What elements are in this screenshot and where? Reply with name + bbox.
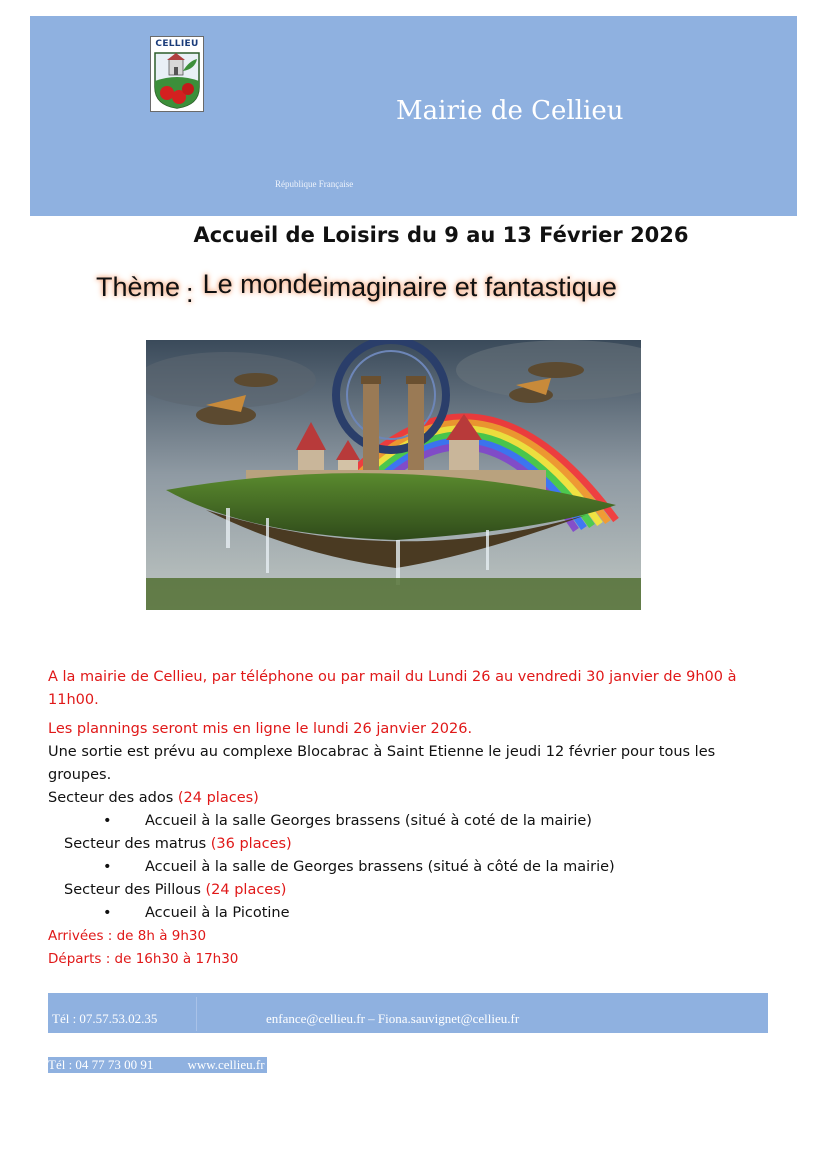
theme-part2: imaginaire et fantastique: [322, 272, 617, 302]
theme-label: Thème: [96, 272, 181, 302]
fantasy-castle-image: [146, 340, 641, 610]
bullet-icon: •: [103, 905, 112, 921]
plannings-text: Les plannings seront mis en ligne le lundi 26 janvier 2026.: [48, 721, 473, 737]
inscription-text: A la mairie de Cellieu, par téléphone ou par mail du Lundi 26 au vendredi 30 janvier de 9h00 à 11h00.: [48, 669, 737, 708]
theme-part1: Le monde: [202, 269, 323, 299]
ados-label: Secteur des ados: [48, 790, 178, 806]
matrus-accueil: Accueil à la salle de Georges brassens (situé à côté de la mairie): [145, 859, 615, 875]
email-addresses: enfance@cellieu.fr – Fiona.sauvignet@cellieu.fr: [266, 1011, 520, 1026]
header-banner: [30, 16, 797, 216]
phone-mobile: Tél : 07.57.53.02.35: [52, 1011, 158, 1026]
ados-accueil-item: [48, 810, 778, 833]
republique-francaise: République Française: [275, 179, 354, 189]
ados-accueil: Accueil à la salle Georges brassens (situé à coté de la mairie): [145, 813, 592, 829]
mairie-title: Mairie de Cellieu: [396, 96, 624, 126]
page-title-text: Accueil de Loisirs du 9 au 13 Février 2026: [193, 223, 689, 247]
pillous-accueil: Accueil à la Picotine: [145, 905, 290, 921]
sector-pillous: [64, 879, 778, 902]
logo-text: CELLIEU: [155, 39, 199, 49]
pillous-places: (24 places): [205, 882, 287, 898]
sector-matrus: [64, 833, 778, 856]
bullet-icon: •: [103, 813, 112, 829]
pillous-accueil-item: [48, 902, 778, 925]
matrus-places: (36 places): [210, 836, 292, 852]
ados-places: (24 places): [177, 790, 259, 806]
contact-footer-secondary: [48, 1057, 267, 1073]
theme-heading: [96, 269, 617, 308]
sortie-text: Une sortie est prévu au complexe Blocabrac à Saint Etienne le jeudi 12 février pour tous les groupes.: [48, 744, 716, 783]
sector-ados: [48, 787, 778, 810]
matrus-accueil-item: [48, 856, 778, 879]
pillous-label: Secteur des Pillous: [64, 882, 206, 898]
info-section: [48, 666, 778, 971]
cellieu-logo: [150, 36, 204, 112]
page-title: [0, 223, 827, 247]
website-link[interactable]: www.cellieu.fr: [187, 1057, 265, 1072]
contact-footer: [48, 993, 768, 1033]
arrivees-text: Arrivées : de 8h à 9h30: [48, 928, 207, 944]
matrus-label: Secteur des matrus: [64, 836, 211, 852]
footer-divider: [196, 997, 197, 1031]
theme-separator: :: [186, 278, 194, 308]
departs-text: Départs : de 16h30 à 17h30: [48, 951, 239, 967]
bullet-icon: •: [103, 859, 112, 875]
phone-mairie: Tél : 04 77 73 00 91: [48, 1057, 154, 1072]
coat-of-arms-icon: [153, 51, 201, 109]
